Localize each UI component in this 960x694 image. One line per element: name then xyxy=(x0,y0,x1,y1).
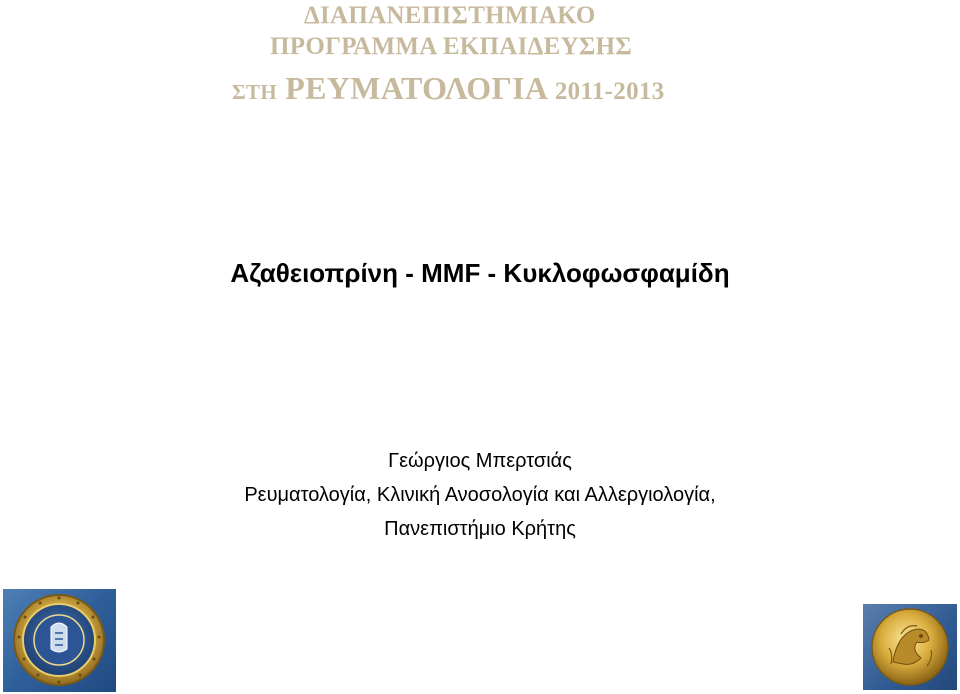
header-line-1: ΔΙΑΠΑΝΕΠΙΣΤΗΜΙΑΚΟ xyxy=(304,2,596,29)
header-line-3 xyxy=(232,70,665,107)
author-name: Γεώργιος Μπερτσιάς xyxy=(388,450,572,472)
author-university: Πανεπιστήμιο Κρήτης xyxy=(384,518,576,540)
slide-title: Αζαθειοπρίνη - MMF - Κυκλοφωσφαμίδη xyxy=(230,258,730,288)
author-department: Ρευματολογία, Κλινική Ανοσολογία και Αλλεργιολογία, xyxy=(244,484,716,506)
author-block xyxy=(0,444,960,546)
medical-school-seal-graphic xyxy=(3,589,116,692)
medical-school-seal-icon xyxy=(3,589,116,692)
gold-coin-graphic xyxy=(863,604,957,690)
header-line-3-main: ΡΕΥΜΑΤΟΛΟΓΙΑ xyxy=(285,70,547,106)
header-line-3-year: 2011-2013 xyxy=(554,78,665,105)
header-line-2: ΠΡΟΓΡΑΜΜΑ ΕΚΠΑΙΔΕΥΣΗΣ xyxy=(270,33,633,60)
header-line-3-prefix: ΣΤΗ xyxy=(232,80,277,104)
program-header xyxy=(0,0,960,120)
gold-coin-emblem-icon xyxy=(863,604,957,690)
